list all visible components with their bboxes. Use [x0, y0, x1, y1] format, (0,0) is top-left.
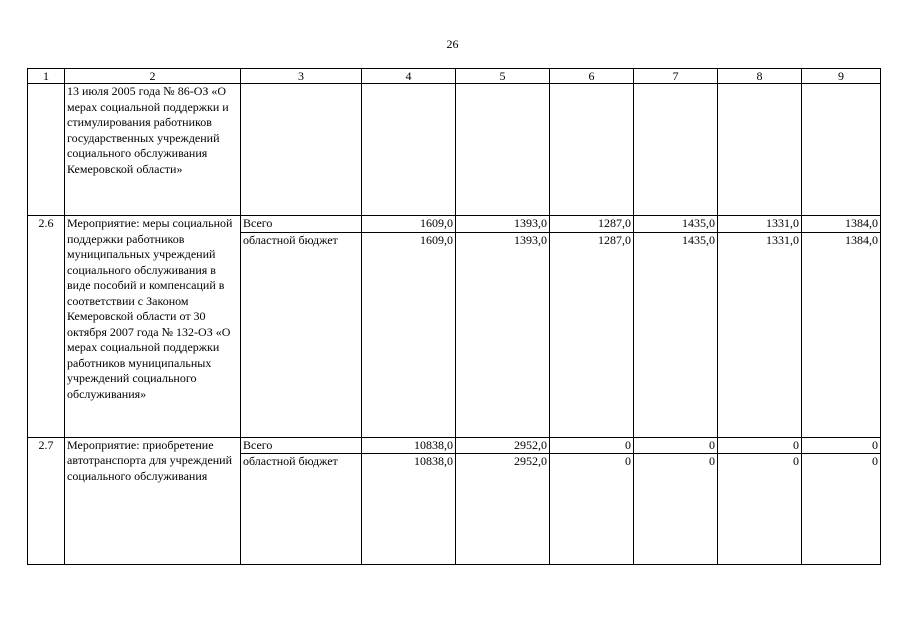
total-value: 1435,0	[634, 216, 718, 233]
row-id: 2.6	[28, 216, 65, 438]
header-cell-8: 8	[718, 69, 802, 84]
value-cell	[718, 84, 802, 216]
header-cell-7: 7	[634, 69, 718, 84]
header-cell-2: 2	[65, 69, 241, 84]
budget-value: 0	[634, 454, 718, 565]
total-value: 10838,0	[362, 437, 456, 454]
total-value: 1393,0	[456, 216, 550, 233]
value-cell	[802, 84, 881, 216]
header-cell-9: 9	[802, 69, 881, 84]
budget-value: 1287,0	[550, 232, 634, 437]
total-label: Всего	[241, 216, 362, 233]
header-row	[28, 69, 881, 84]
table-row	[28, 437, 881, 454]
total-label: Всего	[241, 437, 362, 454]
budget-value: 1331,0	[718, 232, 802, 437]
total-value: 1287,0	[550, 216, 634, 233]
header-cell-5: 5	[456, 69, 550, 84]
total-value: 1384,0	[802, 216, 881, 233]
total-value: 0	[550, 437, 634, 454]
budget-value: 0	[550, 454, 634, 565]
total-value: 0	[634, 437, 718, 454]
table-row	[28, 216, 881, 233]
total-value: 1609,0	[362, 216, 456, 233]
row-description: Мероприятие: меры социальной поддержки работников муниципальных учреждений социального обслуживания в виде пособий и компенсаций в соответствии с Законом Кемеровской области от 30 октября 2007 года № 132-ОЗ «О мерах социальной поддержки работников муниципальных учреждений социального обслуживания»	[65, 216, 241, 438]
continuation-row	[28, 84, 881, 216]
budget-value: 0	[718, 454, 802, 565]
value-cell	[362, 84, 456, 216]
total-value: 1331,0	[718, 216, 802, 233]
row-id: 2.7	[28, 437, 65, 565]
budget-label: областной бюджет	[241, 454, 362, 565]
value-cell	[456, 84, 550, 216]
total-value: 0	[802, 437, 881, 454]
value-cell	[634, 84, 718, 216]
header-cell-4: 4	[362, 69, 456, 84]
row-description: Мероприятие: приобретение автотранспорта для учреждений социального обслуживания	[65, 437, 241, 565]
budget-value: 1393,0	[456, 232, 550, 437]
description-cell: 13 июля 2005 года № 86-ОЗ «О мерах социальной поддержки и стимулирования работников государственных учреждений социального обслуживания Кемеровской области»	[65, 84, 241, 216]
budget-table	[27, 68, 881, 565]
budget-value: 2952,0	[456, 454, 550, 565]
budget-value: 10838,0	[362, 454, 456, 565]
budget-value: 1384,0	[802, 232, 881, 437]
budget-value: 1435,0	[634, 232, 718, 437]
page-number: 26	[446, 37, 459, 51]
source-cell	[241, 84, 362, 216]
header-cell-3: 3	[241, 69, 362, 84]
budget-value: 1609,0	[362, 232, 456, 437]
header-cell-6: 6	[550, 69, 634, 84]
header-cell-1: 1	[28, 69, 65, 84]
total-value: 0	[718, 437, 802, 454]
value-cell	[550, 84, 634, 216]
budget-value: 0	[802, 454, 881, 565]
row-id-cell	[28, 84, 65, 216]
budget-label: областной бюджет	[241, 232, 362, 437]
total-value: 2952,0	[456, 437, 550, 454]
